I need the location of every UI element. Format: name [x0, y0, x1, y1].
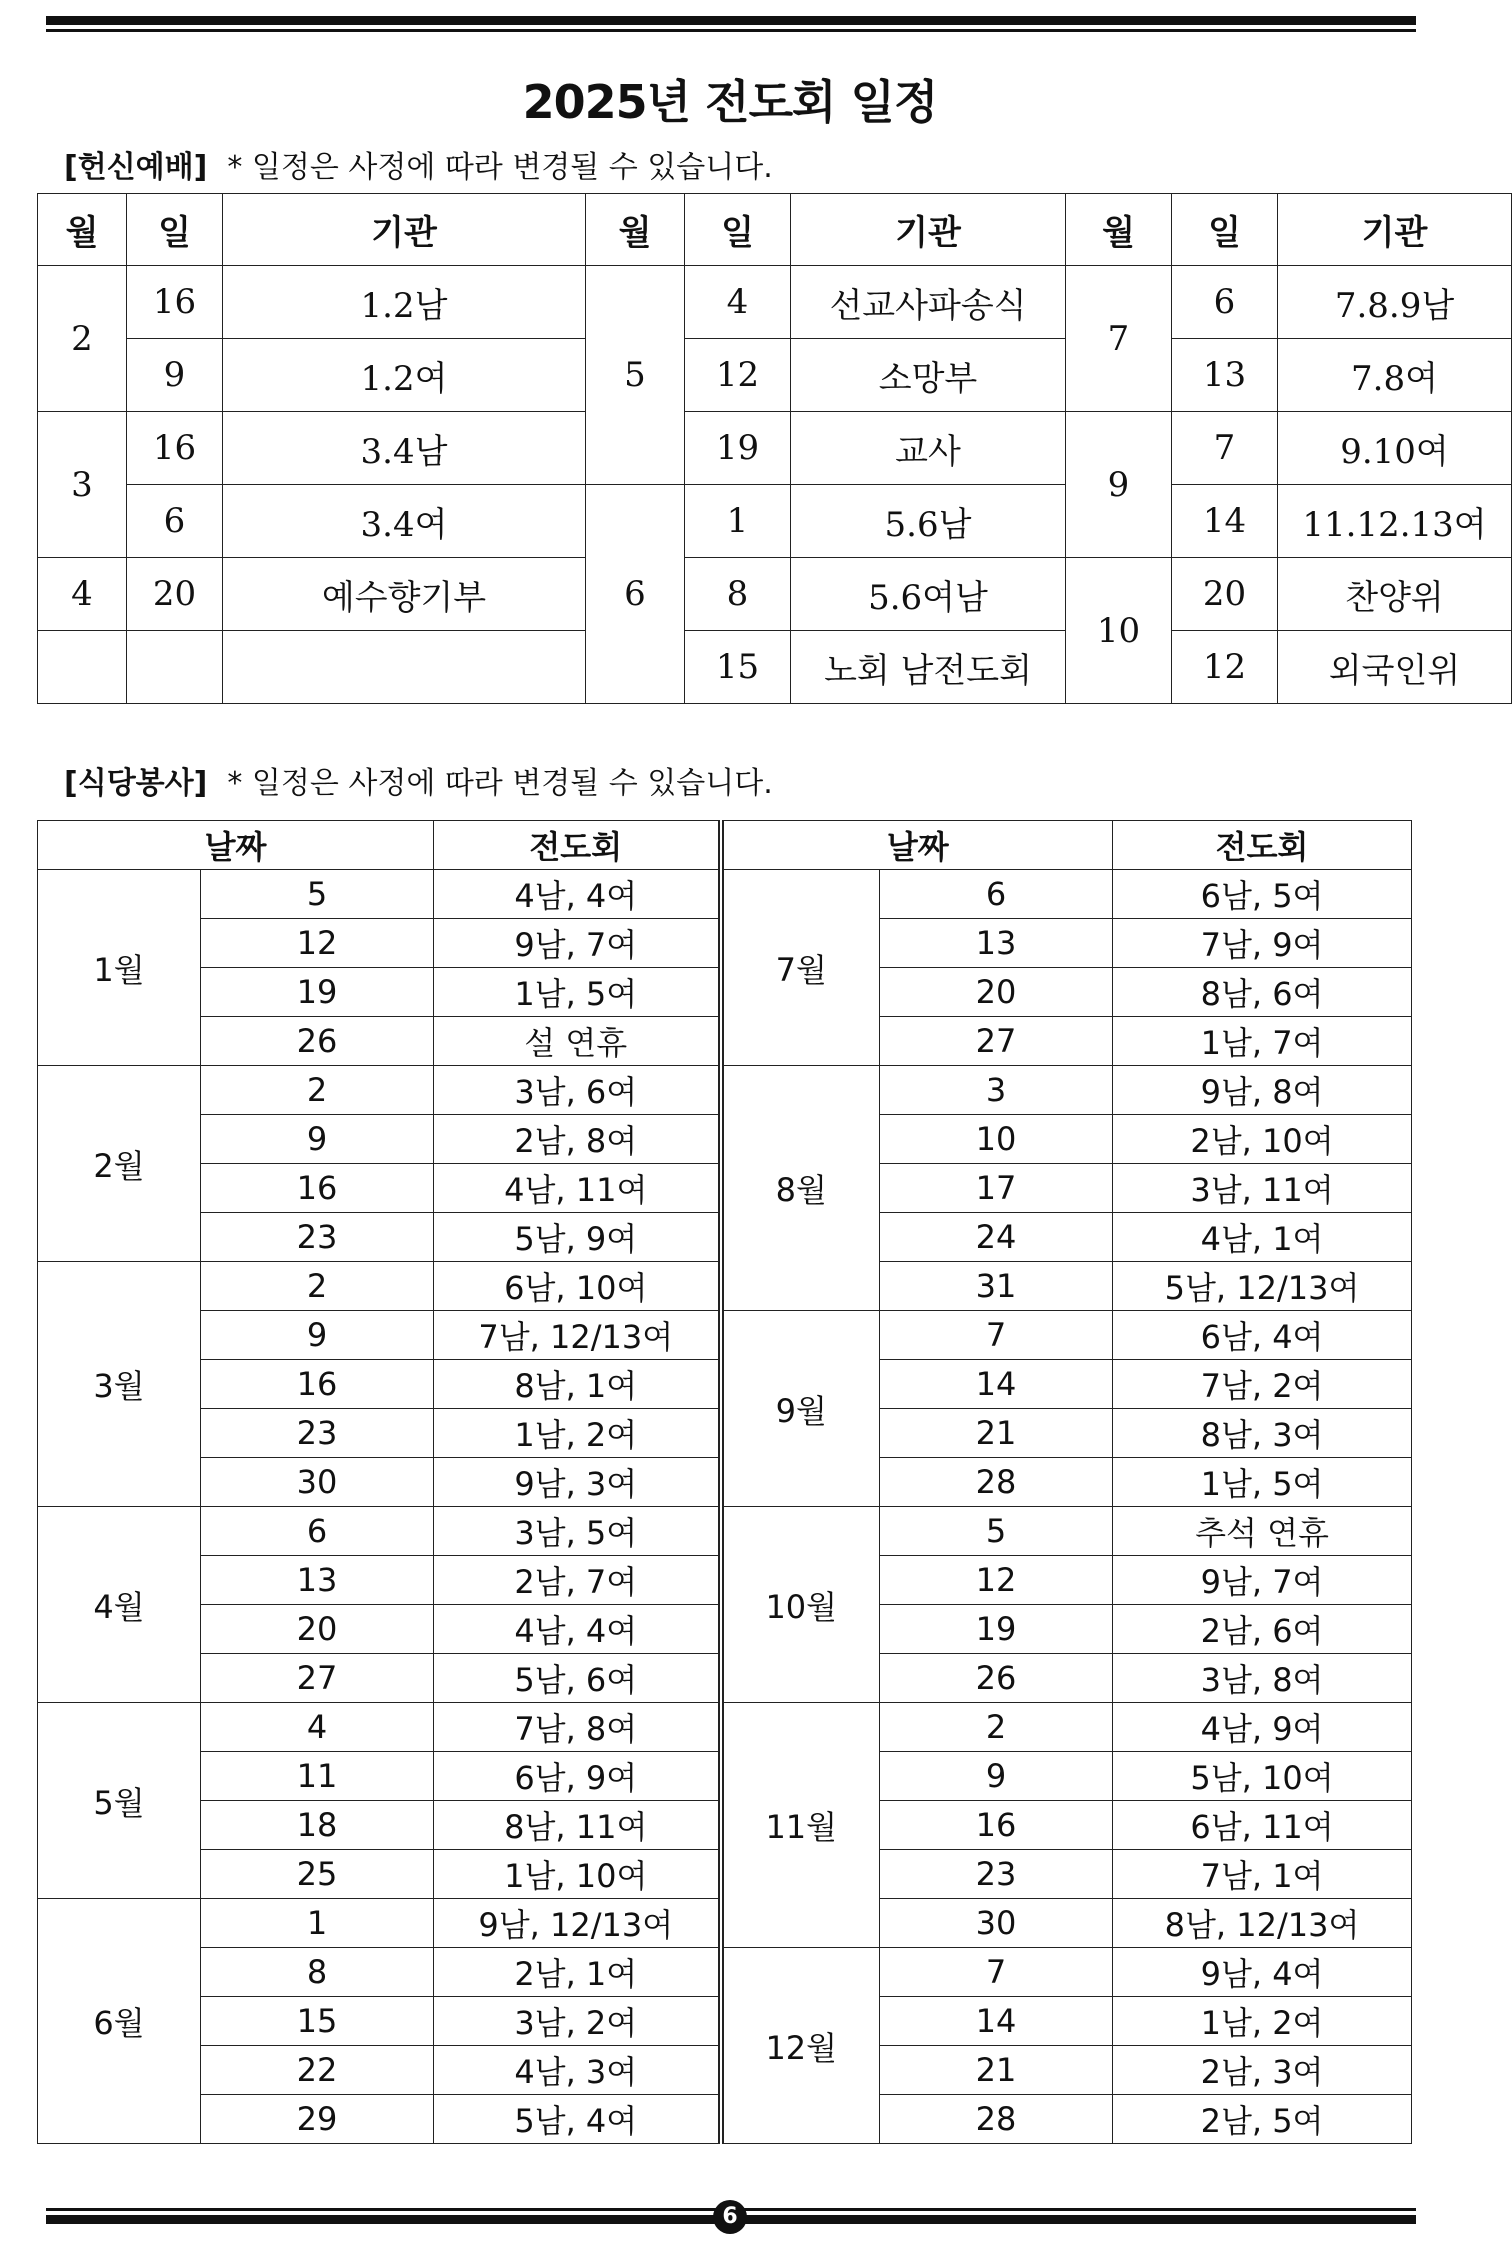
date-cell: 1: [201, 1899, 434, 1948]
day-cell: 12: [1172, 631, 1278, 704]
month-cell: 3월: [38, 1262, 201, 1507]
date-cell: 8: [201, 1948, 434, 1997]
group-cell: 9남, 4여: [1113, 1948, 1412, 1997]
date-cell: 27: [201, 1654, 434, 1703]
date-cell: 18: [201, 1801, 434, 1850]
date-cell: 5: [880, 1507, 1113, 1556]
date-cell: 19: [201, 968, 434, 1017]
date-cell: 31: [880, 1262, 1113, 1311]
header-date: 날짜: [721, 821, 1113, 870]
group-cell: 2남, 6여: [1113, 1605, 1412, 1654]
day-cell: 6: [127, 485, 223, 558]
date-cell: 28: [880, 2095, 1113, 2144]
org-cell: 선교사파송식: [791, 266, 1066, 339]
month-cell: 6: [586, 485, 685, 704]
group-cell: 8남, 1여: [434, 1360, 721, 1409]
group-cell: 6남, 11여: [1113, 1801, 1412, 1850]
kitchen-row: [38, 1311, 1412, 1360]
date-cell: 13: [201, 1556, 434, 1605]
kitchen-section-title: [식당봉사]: [64, 766, 208, 801]
date-cell: 29: [201, 2095, 434, 2144]
date-cell: 21: [880, 2046, 1113, 2095]
header-day: 일: [1172, 194, 1278, 266]
org-cell: [223, 631, 586, 704]
group-cell: 1남, 2여: [434, 1409, 721, 1458]
org-cell: 3.4남: [223, 412, 586, 485]
group-cell: 5남, 9여: [434, 1213, 721, 1262]
group-cell: 6남, 4여: [1113, 1311, 1412, 1360]
month-cell: 7월: [721, 870, 880, 1066]
org-cell: 5.6여남: [791, 558, 1066, 631]
header-group: 전도회: [1113, 821, 1412, 870]
date-cell: 30: [201, 1458, 434, 1507]
header-org: 기관: [1278, 194, 1512, 266]
date-cell: 28: [880, 1458, 1113, 1507]
date-cell: 13: [880, 919, 1113, 968]
month-cell: 4월: [38, 1507, 201, 1703]
worship-row: [38, 412, 1512, 485]
group-cell: 7남, 8여: [434, 1703, 721, 1752]
month-cell: 10월: [721, 1507, 880, 1703]
top-rule-thin: [46, 29, 1416, 32]
date-cell: 4: [201, 1703, 434, 1752]
date-cell: 16: [880, 1801, 1113, 1850]
date-cell: 9: [201, 1115, 434, 1164]
header-month: 월: [1066, 194, 1172, 266]
date-cell: 19: [880, 1605, 1113, 1654]
group-cell: 2남, 3여: [1113, 2046, 1412, 2095]
group-cell: 4남, 1여: [1113, 1213, 1412, 1262]
worship-note: * 일정은 사정에 따라 변경될 수 있습니다.: [227, 150, 773, 185]
date-cell: 21: [880, 1409, 1113, 1458]
day-cell: 16: [127, 412, 223, 485]
group-cell: 1남, 5여: [1113, 1458, 1412, 1507]
group-cell: 8남, 3여: [1113, 1409, 1412, 1458]
group-cell: 5남, 12/13여: [1113, 1262, 1412, 1311]
header-org: 기관: [223, 194, 586, 266]
date-cell: 7: [880, 1948, 1113, 1997]
worship-row: [38, 631, 1512, 704]
group-cell: 1남, 7여: [1113, 1017, 1412, 1066]
day-cell: 20: [1172, 558, 1278, 631]
header-day: 일: [685, 194, 791, 266]
worship-section-title: [헌신예배]: [64, 150, 208, 185]
header-month: 월: [38, 194, 127, 266]
day-cell: 12: [685, 339, 791, 412]
date-cell: 9: [880, 1752, 1113, 1801]
day-cell: 6: [1172, 266, 1278, 339]
org-cell: 교사: [791, 412, 1066, 485]
day-cell: 7: [1172, 412, 1278, 485]
month-cell: 1월: [38, 870, 201, 1066]
date-cell: 11: [201, 1752, 434, 1801]
kitchen-note: * 일정은 사정에 따라 변경될 수 있습니다.: [227, 766, 773, 801]
date-cell: 26: [201, 1017, 434, 1066]
page-title: 2025년 전도회 일정: [522, 75, 938, 129]
worship-row: [38, 485, 1512, 558]
group-cell: 3남, 6여: [434, 1066, 721, 1115]
group-cell: 7남, 1여: [1113, 1850, 1412, 1899]
header-org: 기관: [791, 194, 1066, 266]
org-cell: 1.2여: [223, 339, 586, 412]
date-cell: 9: [201, 1311, 434, 1360]
date-cell: 26: [880, 1654, 1113, 1703]
kitchen-row: [38, 1703, 1412, 1752]
group-cell: 5남, 4여: [434, 2095, 721, 2144]
org-cell: 5.6남: [791, 485, 1066, 558]
date-cell: 20: [880, 968, 1113, 1017]
worship-row: [38, 339, 1512, 412]
group-cell: 2남, 5여: [1113, 2095, 1412, 2144]
day-cell: 14: [1172, 485, 1278, 558]
org-cell: 노회 남전도회: [791, 631, 1066, 704]
worship-row: [38, 558, 1512, 631]
group-cell: 6남, 9여: [434, 1752, 721, 1801]
header-day: 일: [127, 194, 223, 266]
day-cell: 13: [1172, 339, 1278, 412]
month-cell: 12월: [721, 1948, 880, 2144]
group-cell: 4남, 4여: [434, 1605, 721, 1654]
date-cell: 25: [201, 1850, 434, 1899]
date-cell: 23: [880, 1850, 1113, 1899]
group-cell: 1남, 2여: [1113, 1997, 1412, 2046]
date-cell: 2: [201, 1066, 434, 1115]
group-cell: 6남, 5여: [1113, 870, 1412, 919]
group-cell: 3남, 11여: [1113, 1164, 1412, 1213]
month-cell: 9: [1066, 412, 1172, 558]
group-cell: 추석 연휴: [1113, 1507, 1412, 1556]
month-cell: 5: [586, 266, 685, 485]
group-cell: 2남, 8여: [434, 1115, 721, 1164]
day-cell: 15: [685, 631, 791, 704]
worship-schedule-table: [37, 193, 1512, 704]
group-cell: 9남, 3여: [434, 1458, 721, 1507]
date-cell: 15: [201, 1997, 434, 2046]
kitchen-row: [38, 1507, 1412, 1556]
month-cell: 3: [38, 412, 127, 558]
date-cell: 5: [201, 870, 434, 919]
group-cell: 3남, 8여: [1113, 1654, 1412, 1703]
header-date: 날짜: [38, 821, 434, 870]
org-cell: 외국인위: [1278, 631, 1512, 704]
month-cell: 7: [1066, 266, 1172, 412]
group-cell: 4남, 11여: [434, 1164, 721, 1213]
org-cell: 7.8.9남: [1278, 266, 1512, 339]
day-cell: 19: [685, 412, 791, 485]
month-cell: 2: [38, 266, 127, 412]
day-cell: 9: [127, 339, 223, 412]
group-cell: 7남, 9여: [1113, 919, 1412, 968]
top-rule-thick: [46, 16, 1416, 25]
month-cell: 9월: [721, 1311, 880, 1507]
month-cell: 10: [1066, 558, 1172, 704]
day-cell: 4: [685, 266, 791, 339]
group-cell: 9남, 12/13여: [434, 1899, 721, 1948]
date-cell: 17: [880, 1164, 1113, 1213]
org-cell: 7.8여: [1278, 339, 1512, 412]
page-number: 6: [713, 2200, 747, 2234]
group-cell: 8남, 12/13여: [1113, 1899, 1412, 1948]
date-cell: 6: [201, 1507, 434, 1556]
group-cell: 설 연휴: [434, 1017, 721, 1066]
group-cell: 4남, 4여: [434, 870, 721, 919]
empty-cell: [38, 631, 127, 704]
date-cell: 30: [880, 1899, 1113, 1948]
month-cell: 11월: [721, 1703, 880, 1948]
header-month: 월: [586, 194, 685, 266]
day-cell: 1: [685, 485, 791, 558]
group-cell: 8남, 11여: [434, 1801, 721, 1850]
group-cell: 9남, 7여: [1113, 1556, 1412, 1605]
date-cell: 3: [880, 1066, 1113, 1115]
group-cell: 9남, 8여: [1113, 1066, 1412, 1115]
org-cell: 3.4여: [223, 485, 586, 558]
date-cell: 23: [201, 1409, 434, 1458]
group-cell: 2남, 10여: [1113, 1115, 1412, 1164]
group-cell: 2남, 1여: [434, 1948, 721, 1997]
group-cell: 7남, 12/13여: [434, 1311, 721, 1360]
day-cell: [127, 631, 223, 704]
date-cell: 22: [201, 2046, 434, 2095]
group-cell: 9남, 7여: [434, 919, 721, 968]
date-cell: 10: [880, 1115, 1113, 1164]
date-cell: 12: [880, 1556, 1113, 1605]
date-cell: 7: [880, 1311, 1113, 1360]
kitchen-row: [38, 1948, 1412, 1997]
group-cell: 6남, 10여: [434, 1262, 721, 1311]
date-cell: 14: [880, 1997, 1113, 2046]
group-cell: 5남, 10여: [1113, 1752, 1412, 1801]
group-cell: 3남, 2여: [434, 1997, 721, 2046]
month-cell: 4: [38, 558, 127, 631]
month-cell: 5월: [38, 1703, 201, 1899]
org-cell: 소망부: [791, 339, 1066, 412]
group-cell: 4남, 3여: [434, 2046, 721, 2095]
worship-header-row: [38, 194, 1512, 266]
date-cell: 14: [880, 1360, 1113, 1409]
worship-row: [38, 266, 1512, 339]
org-cell: 예수향기부: [223, 558, 586, 631]
date-cell: 27: [880, 1017, 1113, 1066]
group-cell: 3남, 5여: [434, 1507, 721, 1556]
kitchen-row: [38, 1066, 1412, 1115]
day-cell: 20: [127, 558, 223, 631]
month-cell: 6월: [38, 1899, 201, 2144]
group-cell: 5남, 6여: [434, 1654, 721, 1703]
group-cell: 1남, 10여: [434, 1850, 721, 1899]
date-cell: 12: [201, 919, 434, 968]
date-cell: 20: [201, 1605, 434, 1654]
date-cell: 2: [201, 1262, 434, 1311]
month-cell: 8월: [721, 1066, 880, 1311]
date-cell: 16: [201, 1164, 434, 1213]
day-cell: 8: [685, 558, 791, 631]
worship-label: [64, 142, 773, 186]
org-cell: 11.12.13여: [1278, 485, 1512, 558]
group-cell: 2남, 7여: [434, 1556, 721, 1605]
date-cell: 6: [880, 870, 1113, 919]
group-cell: 7남, 2여: [1113, 1360, 1412, 1409]
month-cell: 2월: [38, 1066, 201, 1262]
group-cell: 8남, 6여: [1113, 968, 1412, 1017]
kitchen-label: [64, 758, 773, 802]
org-cell: 9.10여: [1278, 412, 1512, 485]
day-cell: 16: [127, 266, 223, 339]
date-cell: 23: [201, 1213, 434, 1262]
date-cell: 2: [880, 1703, 1113, 1752]
header-group: 전도회: [434, 821, 721, 870]
group-cell: 4남, 9여: [1113, 1703, 1412, 1752]
kitchen-schedule-table: [37, 820, 1412, 2144]
org-cell: 찬양위: [1278, 558, 1512, 631]
date-cell: 16: [201, 1360, 434, 1409]
group-cell: 1남, 5여: [434, 968, 721, 1017]
date-cell: 24: [880, 1213, 1113, 1262]
kitchen-row: [38, 870, 1412, 919]
org-cell: 1.2남: [223, 266, 586, 339]
kitchen-header-row: [38, 821, 1412, 870]
